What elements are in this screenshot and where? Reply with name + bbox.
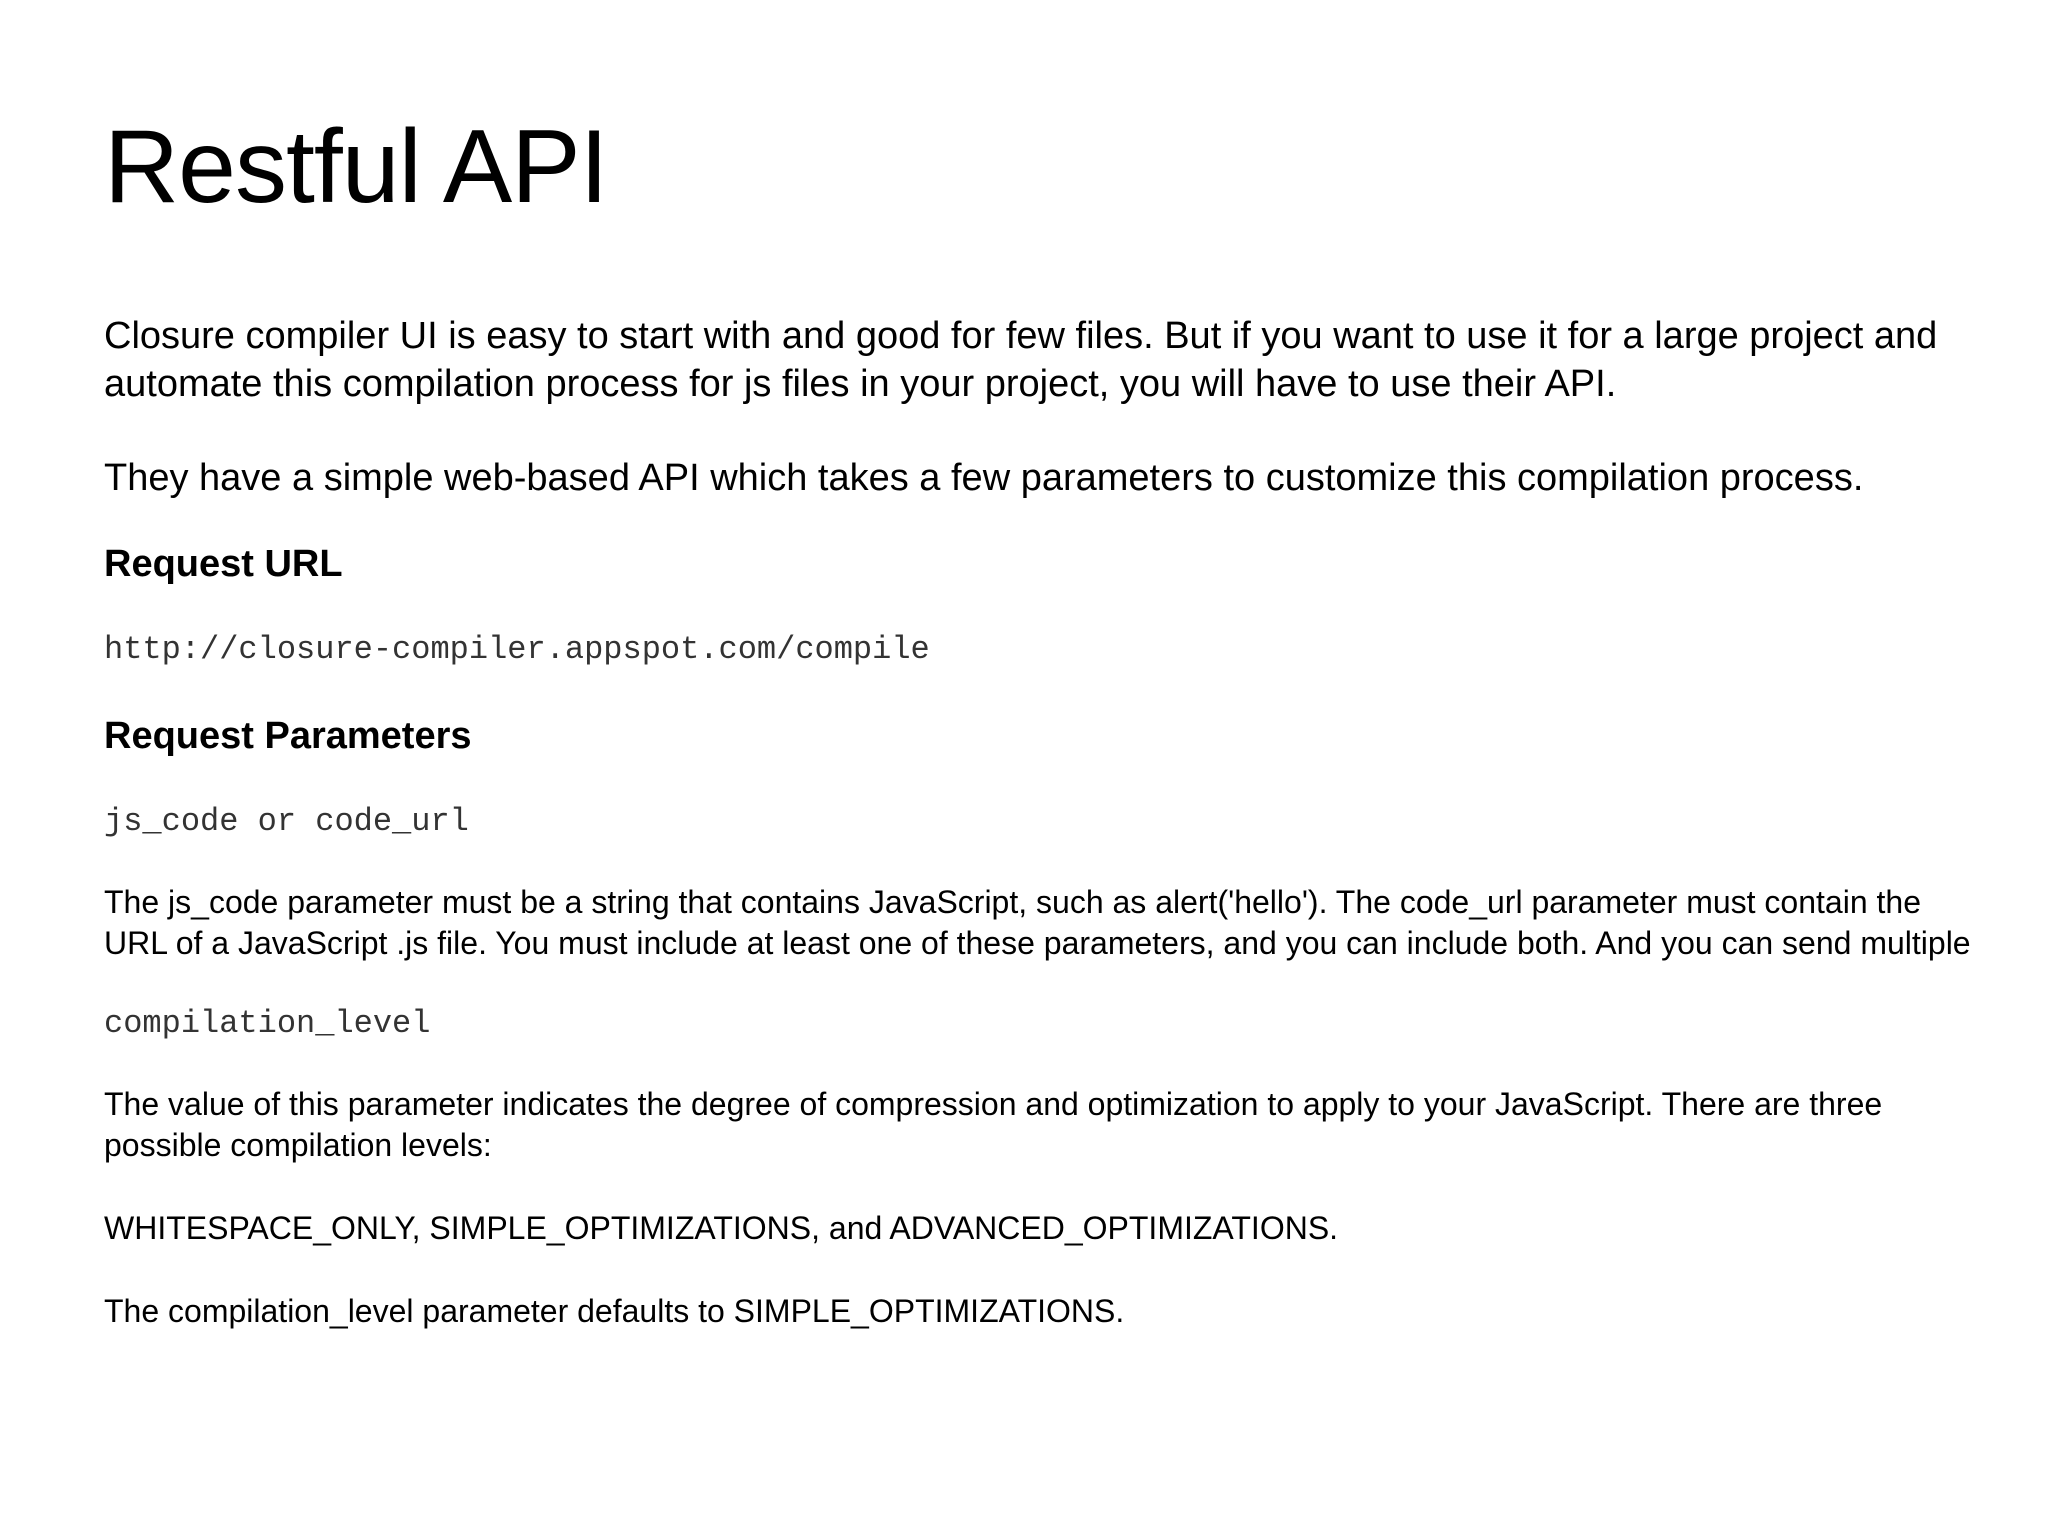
param-compilation-level-description: The value of this parameter indicates the degree of compression and optimization to apply to your JavaScript. There are three possible compilation levels: [104, 1086, 1883, 1163]
compilation-levels-list: WHITESPACE_ONLY, SIMPLE_OPTIMIZATIONS, and ADVANCED_OPTIMIZATIONS. [104, 1210, 1339, 1246]
param-compilation-level-name: compilation_level [104, 1005, 431, 1042]
slide-body [104, 312, 1984, 1332]
intro-paragraph-1: Closure compiler UI is easy to start with and good for few files. But if you want to use it for a large project and automate this compilation process for js files in your project, you will have to use their API. [104, 315, 1938, 405]
slide-title: Restful API [104, 109, 608, 225]
request-url-value: http://closure-compiler.appspot.com/compile [104, 631, 930, 668]
param-js-code-name: js_code or code_url [104, 803, 469, 840]
request-parameters-heading: Request Parameters [104, 715, 472, 757]
compilation-level-default: The compilation_level parameter defaults to SIMPLE_OPTIMIZATIONS. [104, 1293, 1125, 1329]
request-url-heading: Request URL [104, 543, 343, 585]
param-js-code-description: The js_code parameter must be a string that contains JavaScript, such as alert('hello'). The code_url parameter must contain the URL of a JavaScript .js file. You must include at least one of these parameters, and you can include both. And you can send multiple [104, 884, 1971, 961]
intro-paragraph-2: They have a simple web-based API which takes a few parameters to customize this compilation process. [104, 457, 1864, 499]
